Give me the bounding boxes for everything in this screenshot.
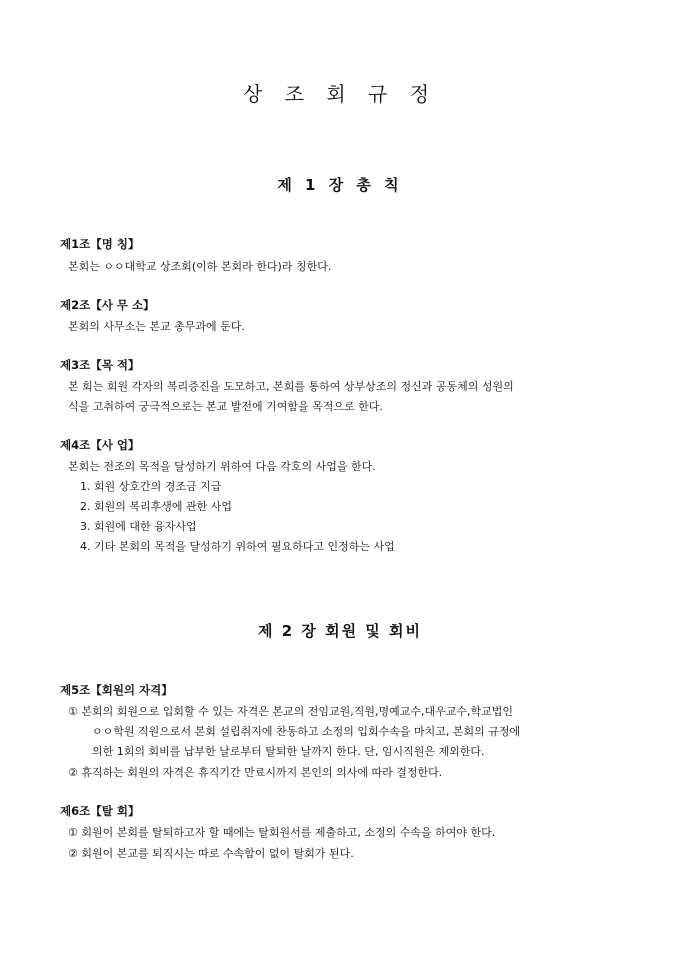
article-4-item-1: 1. 회원 상호간의 경조금 지급: [80, 480, 222, 493]
article-5-clause-2: ② 휴직하는 회원의 자격은 휴직기간 만료시까지 본인의 의사에 따라 결정한다.: [68, 766, 443, 779]
article-4-item-3: 3. 회원에 대한 융자사업: [80, 520, 197, 533]
article-2-text: 본회의 사무소는 본교 총무과에 둔다.: [68, 320, 245, 333]
article-5-heading: 제5조【회원의 자격】: [60, 683, 173, 697]
article-5-clause-1-line-1: ① 본회의 회원으로 입회할 수 있는 자격은 본교의 전임교원,직원,명예교수,대우교수,학교법인: [68, 705, 513, 718]
chapter-1-title: 제 1 장 총 칙: [277, 176, 403, 194]
article-3-text-line-1: 본 회는 회원 각자의 복리증진을 도모하고, 본회를 통하여 상부상조의 정신과 공동체의 성원의: [68, 380, 514, 393]
article-4-item-4: 4. 기타 본회의 목적을 달성하기 위하여 필요하다고 인정하는 사업: [80, 540, 395, 553]
chapter-2-title: 제 2 장 회원 및 회비: [258, 622, 422, 640]
article-6-clause-1: ① 회원이 본회를 탈퇴하고자 할 때에는 탈회원서를 제출하고, 소정의 수속을 하여야 한다.: [68, 826, 496, 839]
article-4-heading: 제4조【사 업】: [60, 438, 140, 452]
article-4-text: 본회는 전조의 목적을 달성하기 위하여 다음 각호의 사업을 한다.: [68, 460, 376, 473]
article-1-text: 본회는 ㅇㅇ대학교 상조회(이하 본회라 한다)라 칭한다.: [68, 260, 332, 273]
article-1-heading: 제1조【명 칭】: [60, 237, 140, 251]
article-5-clause-1-line-2: ㅇㅇ학원 직원으로서 본회 설립취지에 찬동하고 소정의 입회수속을 마치고, 본회의 규정에: [92, 725, 521, 738]
article-6-clause-2: ② 회원이 본교를 퇴직시는 따로 수속함이 없이 탈회가 된다.: [68, 847, 354, 860]
article-3-text-line-2: 식을 고취하여 궁극적으로는 본교 발전에 기여함을 목적으로 한다.: [68, 400, 383, 413]
article-3-heading: 제3조【목 적】: [60, 358, 140, 372]
document-title: 상 조 회 규 정: [242, 82, 438, 106]
article-6-heading: 제6조【탈 회】: [60, 804, 140, 818]
article-2-heading: 제2조【사 무 소】: [60, 298, 155, 312]
article-4-item-2: 2. 회원의 복리후생에 관한 사업: [80, 500, 232, 513]
article-5-clause-1-line-3: 의한 1회의 회비를 납부한 날로부터 탈퇴한 날까지 한다. 단, 임시직원은 제외한다.: [92, 745, 485, 758]
